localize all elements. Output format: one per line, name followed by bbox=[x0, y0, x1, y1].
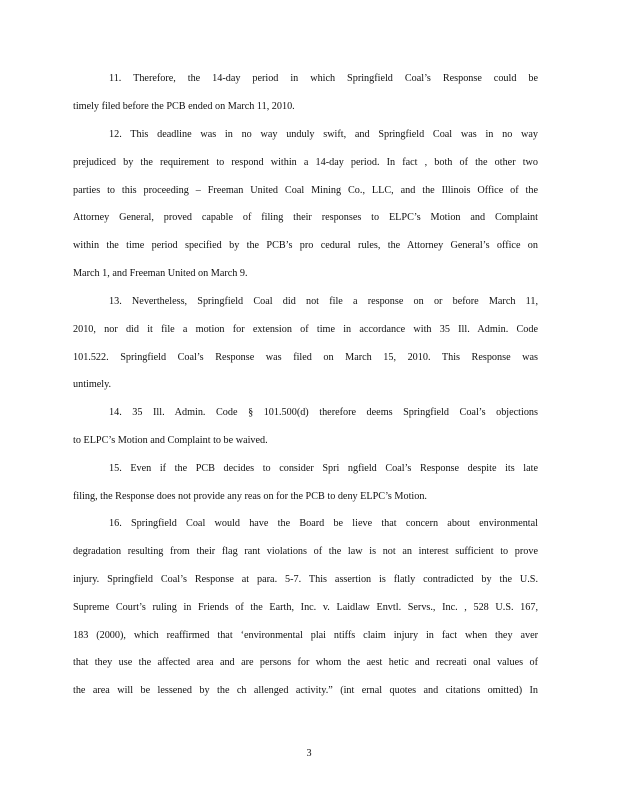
paragraph-12-line-5: within the time period specified by the PCB’s pro cedural rules, the Attorney General’s office on bbox=[73, 240, 538, 251]
paragraph-12-line-3: parties to this proceeding – Freeman United Coal Mining Co., LLC, and the Illinois Office of the bbox=[73, 185, 538, 196]
paragraph-15-line-2: filing, the Response does not provide any reas on for the PCB to deny ELPC’s Motion. bbox=[73, 491, 427, 502]
paragraph-12-line-2: prejudiced by the requirement to respond within a 14-day period. In fact , both of the other two bbox=[73, 157, 538, 168]
paragraph-16-line-4: Supreme Court’s ruling in Friends of the Earth, Inc. v. Laidlaw Envtl. Servs., Inc. , 528 U.S. 167, bbox=[73, 602, 538, 613]
paragraph-12-line-1: 12. This deadline was in no way unduly swift, and Springfield Coal was in no way bbox=[109, 129, 538, 140]
paragraph-14-line-1: 14. 35 Ill. Admin. Code § 101.500(d) therefore deems Springfield Coal’s objections bbox=[109, 407, 538, 418]
paragraph-12-line-6: March 1, and Freeman United on March 9. bbox=[73, 268, 248, 279]
paragraph-11-line-1: 11. Therefore, the 14-day period in which Springfield Coal’s Response could be bbox=[109, 73, 538, 84]
paragraph-13-line-3: 101.522. Springfield Coal’s Response was filed on March 15, 2010. This Response was bbox=[73, 352, 538, 363]
paragraph-16-line-5: 183 (2000), which reaffirmed that ‘environmental plai ntiffs claim injury in fact when they aver bbox=[73, 630, 538, 641]
paragraph-13-line-4: untimely. bbox=[73, 379, 112, 390]
paragraph-16-line-1: 16. Springfield Coal would have the Board be lieve that concern about environmental bbox=[109, 518, 538, 529]
paragraph-14-line-2: to ELPC’s Motion and Complaint to be waived. bbox=[73, 435, 268, 446]
paragraph-12-line-4: Attorney General, proved capable of filing their responses to ELPC’s Motion and Complaint bbox=[73, 212, 538, 223]
page-number: 3 bbox=[306, 748, 312, 759]
paragraph-16-line-6: that they use the affected area and are persons for whom the aest hetic and recreati onal values of bbox=[73, 657, 538, 668]
paragraph-16-line-3: injury. Springfield Coal’s Response at para. 5-7. This assertion is flatly contradicted by the U.S. bbox=[73, 574, 538, 585]
paragraph-16-line-2: degradation resulting from their flag rant violations of the law is not an interest sufficient to prove bbox=[73, 546, 538, 557]
paragraph-11-line-2: timely filed before the PCB ended on March 11, 2010. bbox=[73, 101, 295, 112]
paragraph-15-line-1: 15. Even if the PCB decides to consider Spri ngfield Coal’s Response despite its late bbox=[109, 463, 538, 474]
paragraph-13-line-1: 13. Nevertheless, Springfield Coal did not file a response on or before March 11, bbox=[109, 296, 538, 307]
paragraph-13-line-2: 2010, nor did it file a motion for extension of time in accordance with 35 Ill. Admin. Code bbox=[73, 324, 538, 335]
paragraph-16-line-7: the area will be lessened by the ch allenged activity.” (int ernal quotes and citations omitted) In bbox=[73, 685, 538, 696]
